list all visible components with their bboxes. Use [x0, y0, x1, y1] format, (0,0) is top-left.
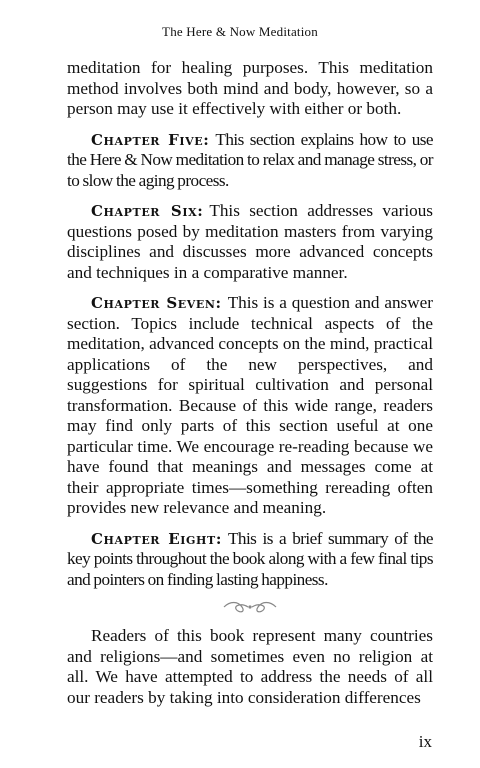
paragraph-chapter-seven [67, 293, 433, 519]
chapter-five-label: Chapter Five: [91, 130, 210, 149]
page-number: ix [418, 732, 432, 751]
paragraph-chapter-six [67, 201, 433, 283]
chapter-six-label: Chapter Six: [91, 202, 204, 220]
chapter-seven-text: This is a question and answer section. Topics include technical aspects of the meditation, advanced concepts on the mind, practical applications of the new perspectives, and suggestions for spiritual cultivation and personal transformation. Because of this wide range, readers may find only parts of this section useful at one particular time. We encourage re-reading because we have found that meanings and messages come at their appropriate times—something rereading often provides new relevance and meaning. [67, 293, 433, 517]
paragraph-chapter-five [67, 130, 433, 192]
fleuron-divider-icon [220, 600, 280, 614]
chapter-seven-label: Chapter Seven: [91, 294, 222, 312]
paragraph-readers: Readers of this book represent many countries and religions—and sometimes even no religion at all. We have attempted to address the needs of all our readers by taking into consideration differences [67, 626, 433, 707]
chapter-eight-text: This is a brief summary of the key points throughout the book along with a few final tips and pointers on finding lasting happiness. [67, 528, 433, 589]
chapter-eight-label: Chapter Eight: [91, 529, 222, 548]
chapter-six-text: This section addresses various questions posed by meditation masters from varying disciplines and discusses more advanced concepts and techniques in a comparative manner. [67, 201, 433, 282]
paragraph-chapter-eight [67, 529, 433, 591]
body-text [67, 58, 433, 718]
paragraph-intro: meditation for healing purposes. This meditation method involves both mind and body, however, so a person may use it effectively with either or both. [67, 58, 433, 118]
running-header: The Here & Now Meditation [162, 24, 318, 39]
chapter-five-text: This section explains how to use the Here & Now meditation to relax and manage stress, or to slow the aging process. [67, 129, 433, 190]
